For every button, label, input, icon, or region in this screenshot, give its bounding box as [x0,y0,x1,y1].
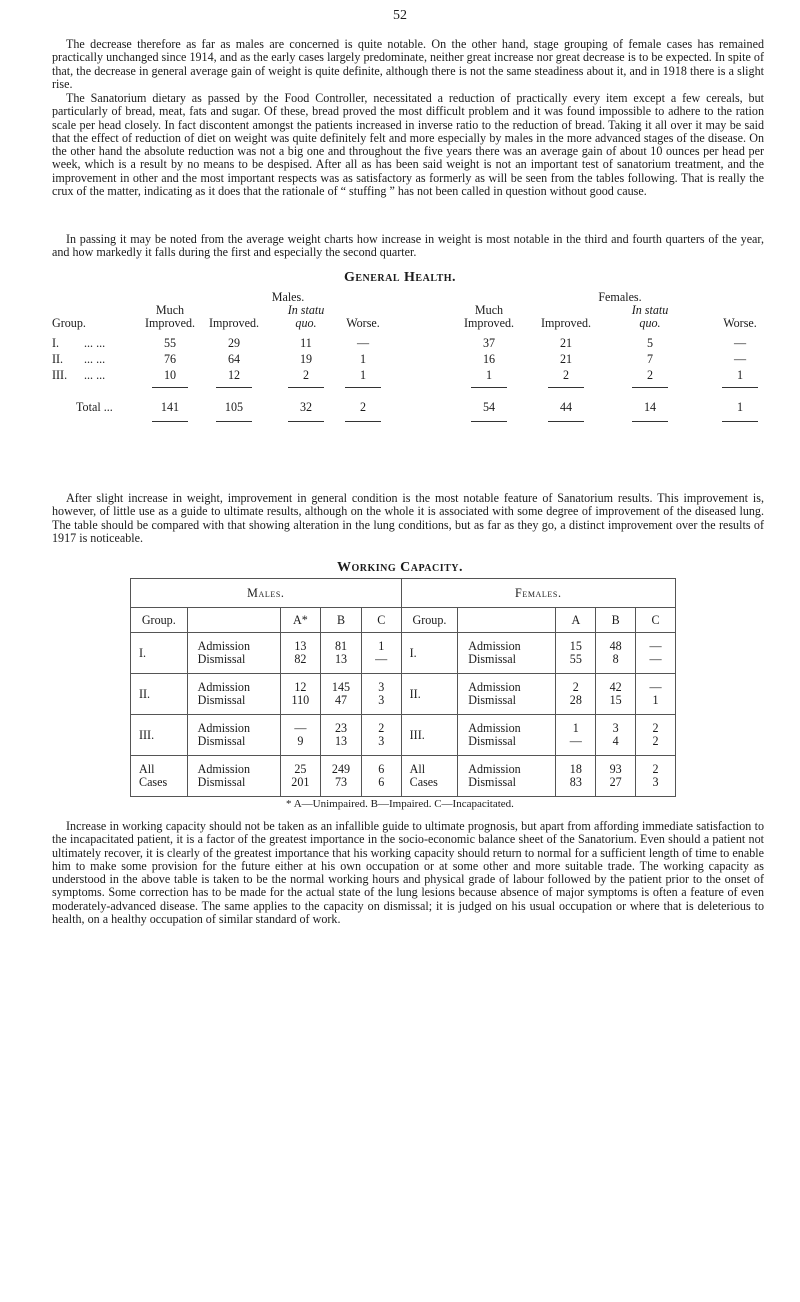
cell: 4 [612,734,619,748]
cell: — [733,352,747,366]
rule [722,421,758,422]
cell: 19 [299,352,313,366]
cell: 8 [612,652,619,666]
row-group: III. [52,368,68,382]
col-b: B [596,608,636,633]
dismissal-label: Dismissal [197,652,246,666]
working-capacity-table [130,578,676,797]
cell: 6 [378,762,385,776]
cell: 16 [482,352,496,366]
cell: 12 [294,680,307,694]
cell: 15 [609,693,622,707]
rule [152,387,188,388]
col-worse-f: Worse. [723,316,757,330]
cell: 2 [378,721,385,735]
col-blank [458,608,556,633]
cell: 1 [652,693,659,707]
cell: 82 [294,652,307,666]
cell: 2 [652,721,659,735]
paragraph-general-condition: After slight increase in weight, improvement in general condition is the most notable feature of Sanatorium results. This improvement is, however, of little use as a guide to ultimate results, although on the whole it is associated with some degree of improvement of the diseased lung. The table should be compared with that showing alteration in the lung conditions, but as far as they go, a distinct improvement over the results of 1917 is noticeable. [52,491,764,545]
cell: 3 [378,680,385,694]
cell: 249 [331,762,351,776]
cell: 73 [334,775,348,789]
col-instatu-2: quo. [295,316,317,330]
rule [345,421,381,422]
rule [548,387,584,388]
page-number: 52 [393,8,407,23]
cell: 3 [378,734,385,748]
rule [288,421,324,422]
cell: — [294,721,307,735]
group-label: II. [409,686,421,701]
cell: 1 [359,352,367,366]
cell: — [356,336,370,350]
cell: 81 [334,639,348,653]
paragraph-dietary: The Sanatorium dietary as passed by the Food Controller, necessitated a reduction of practically every item except a few cereals, but particularly of bread, meat, fats and sugar. Of these, bread proved the most difficult problem and it was found impossible to adhere to the ration scale per head closely. In fact discontent amongst the patients increased in inverse ratio to the reduction of bread. Taking it all over it may be said that the effect of reduction of diet on weight was quite definitely felt and more especially by males in the more advanced stages of the disease. On the other hand the absolute reduction was not a big one and throughout the five years there was an average gain of about 10 ounces per head per week, which is a result by no means to be despised. After all as has been said weight is not an important test of sanatorium treatment, and the improvement in other and the most important respects was as satisfactory as formerly as will be seen from the tables following. That is really the crux of the matter, indicating as it does that the rationale of “ stuffing ” has not been called in question without good cause. [52,91,764,199]
cell: 54 [482,400,496,414]
cell: 42 [609,680,622,694]
paragraph-weight-decrease: The decrease therefore as far as males are concerned is quite notable. On the other hand, stage grouping of female cases has remained practically unchanged since 1914, and as the early cases largely predominate, neither great increase nor great decrease is to be expected. In spite of that, the decrease in general average gain of weight is quite definite, although there is not the same steadiness about it, and in 1918 there is a slight rise. [52,37,764,91]
dismissal-label: Dismissal [468,652,516,666]
females-heading: Females. [598,290,642,304]
group-label-2: Cases [409,775,438,789]
dismissal-label: Dismissal [468,775,516,789]
col-instatu-f-1: In statu [631,303,669,317]
admission-label: Admission [197,762,251,776]
cell: 201 [291,775,310,789]
cell: 2 [646,368,654,382]
cell: 13 [334,652,348,666]
cell: 27 [609,775,622,789]
admission-label: Admission [197,680,251,694]
rule [288,387,324,388]
cell: 3 [612,721,619,735]
cell: 2 [652,734,659,748]
dismissal-label: Dismissal [197,693,246,707]
rule [345,387,381,388]
rule [152,421,188,422]
admission-label: Admission [468,639,521,653]
rule [471,421,507,422]
group-label: I. [139,645,147,660]
cell: 23 [334,721,348,735]
cell: 55 [163,336,177,350]
group-label-2: Cases [139,775,168,789]
males-heading: Males. [131,579,402,608]
col-blank [187,608,280,633]
cell: 2 [652,762,659,776]
cell: 2 [302,368,310,382]
col-c: C [636,608,676,633]
group-label: I. [409,645,417,660]
cell: — [375,652,388,666]
cell: 145 [331,680,351,694]
rule [548,421,584,422]
working-capacity-title: Working Capacity. [336,560,464,575]
cell: 83 [569,775,582,789]
cell: 141 [160,400,180,414]
group-label: All [409,762,426,776]
cell: 32 [299,400,313,414]
col-instatu-f-2: quo. [639,316,661,330]
cell: 6 [378,775,385,789]
dismissal-label: Dismissal [468,693,516,707]
col-group: Group. [52,316,86,330]
leader-dots: ... ... [84,352,106,366]
cell: 14 [643,400,657,414]
cell: — [649,639,662,653]
col-much-1: Much [155,303,185,317]
cell: 64 [227,352,241,366]
paragraph-working-capacity: Increase in working capacity should not be taken as an infallible guide to ultimate prognosis, but apart from affording immediate satisfaction to the incapacitated patient, it is a factor of the greatest importance in the socio-economic balance sheet of the Sanatorium. Even should a patient not ultimately recover, it is clearly of the greatest importance that his working capacity should return to normal for a sufficient length of time to enable him to make some provision for the future either at his own occupation or at some other and more suitable trade. The working capacity as understood in the above table is taken to be the normal working hours and physical grade of labour followed by the patient prior to the onset of symptoms. Some correction has to be made for the actual state of the lung lesions because absence of major symptoms is often a feature of even moderately-advanced disease. The same applies to the capacity on dismissal; it is judged on his usual occupation or where that is deleterious to health, on a healthy occupation of similar standard of work. [52,819,764,927]
dismissal-label: Dismissal [197,775,246,789]
cell: 18 [569,762,582,776]
cell: 76 [163,352,177,366]
cell: 2 [572,680,579,694]
cell: 1 [572,721,579,735]
cell: 10 [163,368,177,382]
cell: 21 [559,336,573,350]
leader-dots: ... ... [84,336,106,350]
cell: 9 [297,734,304,748]
cell: 5 [646,336,654,350]
cell: 3 [652,775,659,789]
paragraph-weight-charts: In passing it may be noted from the average weight charts how increase in weight is most notable in the third and fourth quarters of the year, and how markedly it falls during the first and especially the second quarter. [52,232,764,260]
total-label: Total ... [76,400,113,414]
dismissal-label: Dismissal [197,734,246,748]
col-b: B [321,608,362,633]
cell: 28 [569,693,582,707]
col-group: Group. [401,608,458,633]
males-heading: Males. [271,290,305,304]
cell: — [569,734,582,748]
females-heading: Females. [401,579,675,608]
admission-label: Admission [468,762,521,776]
cell: 13 [294,639,307,653]
cell: 1 [378,639,385,653]
cell: 47 [334,693,348,707]
cell: 105 [224,400,244,414]
cell: 1 [736,368,744,382]
leader-dots: ... ... [84,368,106,382]
col-a: A* [280,608,321,633]
group-label: All [139,762,155,776]
cell: 37 [482,336,496,350]
cell: 3 [378,693,385,707]
general-health-title: General Health. [343,270,457,285]
cell: — [733,336,747,350]
rule [632,387,668,388]
cell: 7 [646,352,654,366]
group-label: III. [409,727,425,742]
cell: 93 [609,762,622,776]
rule [471,387,507,388]
col-much-2: Improved. [144,316,196,330]
col-much-f-2: Improved. [463,316,515,330]
row-group: I. [52,336,60,350]
admission-label: Admission [468,721,521,735]
cell: 110 [291,693,310,707]
cell: 29 [227,336,241,350]
cell: 1 [736,400,744,414]
rule [216,387,252,388]
col-improved-f: Improved. [540,316,592,330]
col-c: C [361,608,401,633]
cell: 1 [359,368,367,382]
col-much-f-1: Much [474,303,504,317]
rule [722,387,758,388]
row-group: II. [52,352,64,366]
cell: 2 [562,368,570,382]
admission-label: Admission [197,721,251,735]
table-footnote: * A—Unimpaired. B—Impaired. C—Incapacitated. [286,798,514,810]
cell: 11 [300,336,312,350]
cell: — [649,680,662,694]
cell: 13 [334,734,348,748]
col-worse: Worse. [346,316,380,330]
rule [632,421,668,422]
dismissal-label: Dismissal [468,734,516,748]
cell: 55 [569,652,582,666]
cell: 44 [559,400,573,414]
col-group: Group. [131,608,188,633]
cell: 15 [569,639,582,653]
admission-label: Admission [468,680,521,694]
cell: 1 [485,368,493,382]
col-instatu-1: In statu [287,303,325,317]
col-improved: Improved. [208,316,260,330]
col-a: A [556,608,596,633]
cell: 12 [227,368,241,382]
admission-label: Admission [197,639,251,653]
group-label: II. [139,686,151,701]
rule [216,421,252,422]
cell: 48 [609,639,622,653]
cell: — [649,652,662,666]
group-label: III. [139,727,155,742]
cell: 2 [359,400,367,414]
cell: 21 [559,352,573,366]
cell: 25 [294,762,307,776]
